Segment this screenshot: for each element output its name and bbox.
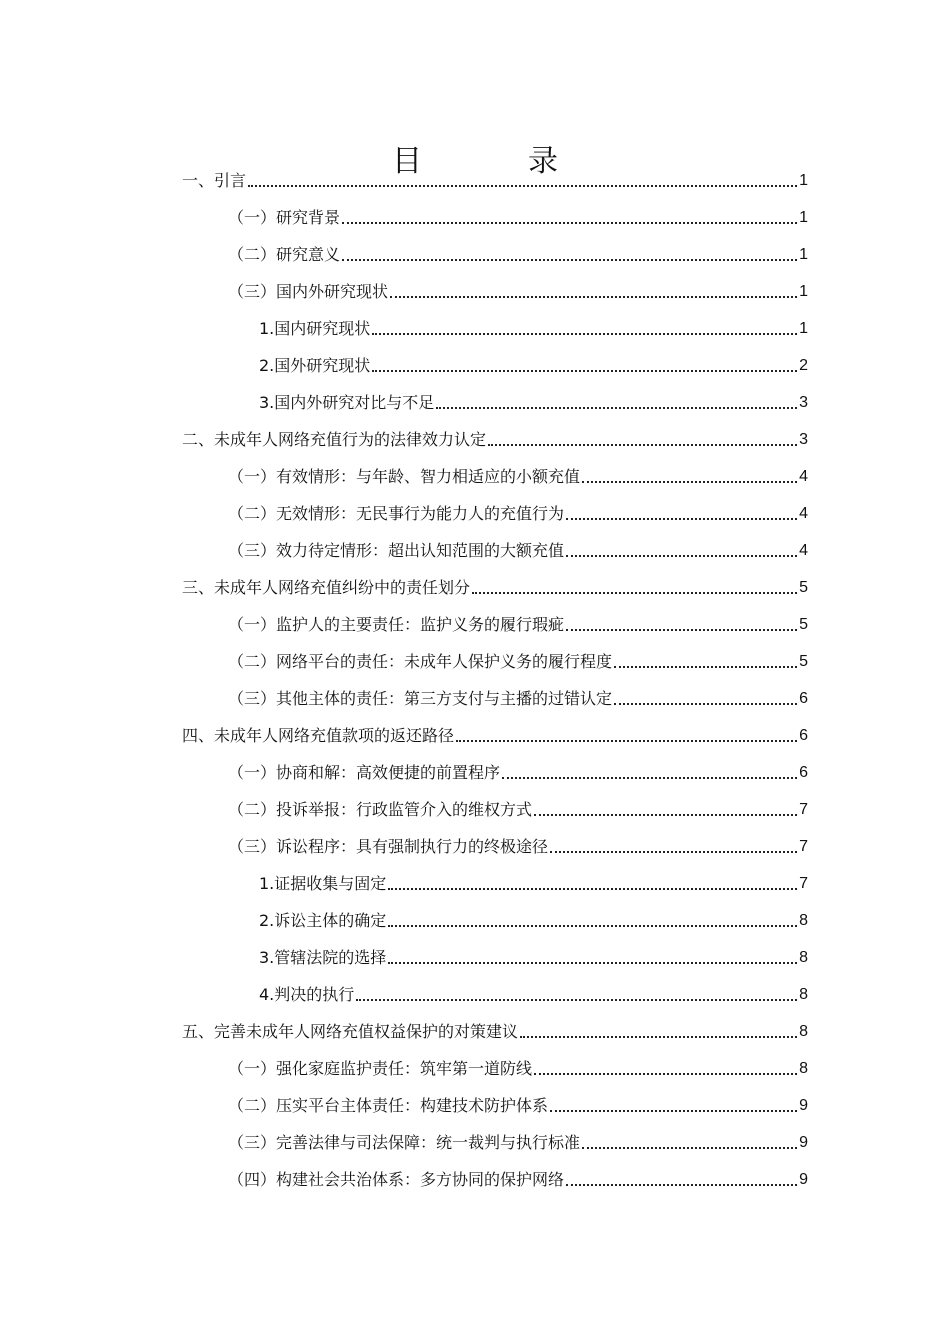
toc-dot-leader (550, 851, 797, 853)
toc-entry-label: （一）强化家庭监护责任：筑牢第一道防线 (228, 1059, 533, 1078)
toc-dot-leader (342, 259, 797, 261)
toc-entry-label: 二、未成年人网络充值行为的法律效力认定 (182, 430, 487, 449)
toc-page-number: 9 (799, 1171, 808, 1188)
toc-entry-level-2[interactable] (182, 641, 808, 678)
toc-entry-level-2[interactable] (182, 530, 808, 567)
toc-entry-label: 五、完善未成年人网络充值权益保护的对策建议 (182, 1022, 519, 1041)
toc-dot-leader (582, 1147, 797, 1149)
toc-page-number: 5 (799, 616, 808, 633)
toc-entry-level-3[interactable] (182, 900, 808, 937)
toc-dot-leader (388, 962, 797, 964)
toc-dot-leader (248, 185, 797, 187)
toc-dot-leader (520, 1036, 797, 1038)
toc-entry-label: （一）协商和解：高效便捷的前置程序 (228, 763, 501, 782)
toc-entry-level-2[interactable] (182, 1085, 808, 1122)
toc-page-number: 6 (799, 764, 808, 781)
toc-title: 目 录 (392, 144, 596, 180)
toc-page-number: 1 (799, 283, 808, 300)
toc-dot-leader (614, 703, 797, 705)
toc-page-number: 7 (799, 801, 808, 818)
toc-entry-label: （三）完善法律与司法保障：统一裁判与执行标准 (228, 1133, 581, 1152)
toc-entry-label: 3.国内外研究对比与不足 (259, 393, 435, 412)
toc-entry-label: （三）国内外研究现状 (228, 282, 389, 301)
toc-entry-level-3[interactable] (182, 863, 808, 900)
toc-dot-leader (502, 777, 797, 779)
toc-entry-label: 1.证据收集与固定 (259, 874, 387, 893)
toc-page-number: 8 (799, 1060, 808, 1077)
toc-dot-leader (566, 518, 797, 520)
toc-dot-leader (372, 333, 797, 335)
toc-page-number: 7 (799, 875, 808, 892)
toc-page-number: 8 (799, 1023, 808, 1040)
toc-entry-level-2[interactable] (182, 752, 808, 789)
toc-entry-level-3[interactable] (182, 345, 808, 382)
toc-entry-label: （三）其他主体的责任：第三方支付与主播的过错认定 (228, 689, 613, 708)
toc-entry-level-3[interactable] (182, 937, 808, 974)
toc-dot-leader (472, 592, 797, 594)
toc-entry-level-1[interactable] (182, 567, 808, 604)
toc-page-number: 3 (799, 394, 808, 411)
toc-entry-label: （一）监护人的主要责任：监护义务的履行瑕疵 (228, 615, 565, 634)
toc-entry-label: 2.国外研究现状 (259, 356, 371, 375)
toc-entry-level-1[interactable] (182, 160, 808, 197)
toc-page-number: 6 (799, 690, 808, 707)
toc-entry-label: 三、未成年人网络充值纠纷中的责任划分 (182, 578, 471, 597)
toc-entry-label: （二）研究意义 (228, 245, 341, 264)
toc-entry-level-2[interactable] (182, 1048, 808, 1085)
toc-entry-label: 一、引言 (182, 171, 247, 190)
toc-entry-level-1[interactable] (182, 419, 808, 456)
toc-page-number: 9 (799, 1134, 808, 1151)
toc-entry-level-2[interactable] (182, 789, 808, 826)
toc-entry-label: （二）无效情形：无民事行为能力人的充值行为 (228, 504, 565, 523)
toc-dot-leader (566, 1184, 797, 1186)
toc-dot-leader (534, 814, 797, 816)
toc-dot-leader (534, 1073, 797, 1075)
toc-dot-leader (342, 222, 797, 224)
toc-entry-label: （三）效力待定情形：超出认知范围的大额充值 (228, 541, 565, 560)
toc-page-number: 3 (799, 431, 808, 448)
toc-page-number: 1 (799, 320, 808, 337)
toc-entry-level-2[interactable] (182, 456, 808, 493)
toc-dot-leader (550, 1110, 797, 1112)
toc-dot-leader (566, 555, 797, 557)
toc-entry-level-2[interactable] (182, 234, 808, 271)
toc-entry-label: 四、未成年人网络充值款项的返还路径 (182, 726, 455, 745)
toc-page-number: 1 (799, 246, 808, 263)
toc-dot-leader (356, 999, 797, 1001)
toc-page-number: 4 (799, 468, 808, 485)
toc-entry-level-3[interactable] (182, 974, 808, 1011)
toc-entry-level-3[interactable] (182, 382, 808, 419)
toc-entry-level-2[interactable] (182, 1122, 808, 1159)
toc-entry-label: 4.判决的执行 (259, 985, 355, 1004)
toc-entry-label: （二）网络平台的责任：未成年人保护义务的履行程度 (228, 652, 613, 671)
toc-entry-label: （三）诉讼程序：具有强制执行力的终极途径 (228, 837, 549, 856)
toc-entry-level-2[interactable] (182, 1159, 808, 1196)
toc-dot-leader (582, 481, 797, 483)
toc-entry-label: 1.国内研究现状 (259, 319, 371, 338)
toc-entry-level-3[interactable] (182, 308, 808, 345)
toc-entry-label: （一）研究背景 (228, 208, 341, 227)
toc-page-number: 8 (799, 949, 808, 966)
toc-entry-label: （二）压实平台主体责任：构建技术防护体系 (228, 1096, 549, 1115)
toc-entry-label: （二）投诉举报：行政监管介入的维权方式 (228, 800, 533, 819)
toc-page-number: 9 (799, 1097, 808, 1114)
toc-entry-label: 3.管辖法院的选择 (259, 948, 387, 967)
toc-entry-label: 2.诉讼主体的确定 (259, 911, 387, 930)
toc-entry-level-2[interactable] (182, 271, 808, 308)
toc-dot-leader (436, 407, 797, 409)
toc-entry-level-2[interactable] (182, 678, 808, 715)
toc-entry-level-1[interactable] (182, 715, 808, 752)
toc-dot-leader (372, 370, 797, 372)
toc-entry-level-2[interactable] (182, 604, 808, 641)
toc-entry-level-2[interactable] (182, 493, 808, 530)
toc-entry-label: （一）有效情形：与年龄、智力相适应的小额充值 (228, 467, 581, 486)
toc-dot-leader (488, 444, 797, 446)
toc-page-number: 8 (799, 912, 808, 929)
toc-dot-leader (566, 629, 797, 631)
toc-page-number: 4 (799, 505, 808, 522)
toc-page-number: 5 (799, 579, 808, 596)
table-of-contents (182, 160, 808, 1196)
toc-entry-level-1[interactable] (182, 1011, 808, 1048)
toc-page-number: 8 (799, 986, 808, 1003)
toc-entry-level-2[interactable] (182, 197, 808, 234)
toc-dot-leader (456, 740, 797, 742)
toc-entry-level-2[interactable] (182, 826, 808, 863)
toc-dot-leader (388, 888, 797, 890)
toc-page-number: 2 (799, 357, 808, 374)
toc-page-number: 1 (799, 209, 808, 226)
toc-page-number: 5 (799, 653, 808, 670)
toc-dot-leader (614, 666, 797, 668)
toc-dot-leader (388, 925, 797, 927)
toc-dot-leader (390, 296, 797, 298)
toc-page-number: 7 (799, 838, 808, 855)
toc-page-number: 6 (799, 727, 808, 744)
toc-page-number: 4 (799, 542, 808, 559)
toc-entry-label: （四）构建社会共治体系：多方协同的保护网络 (228, 1170, 565, 1189)
toc-page-number: 1 (799, 172, 808, 189)
